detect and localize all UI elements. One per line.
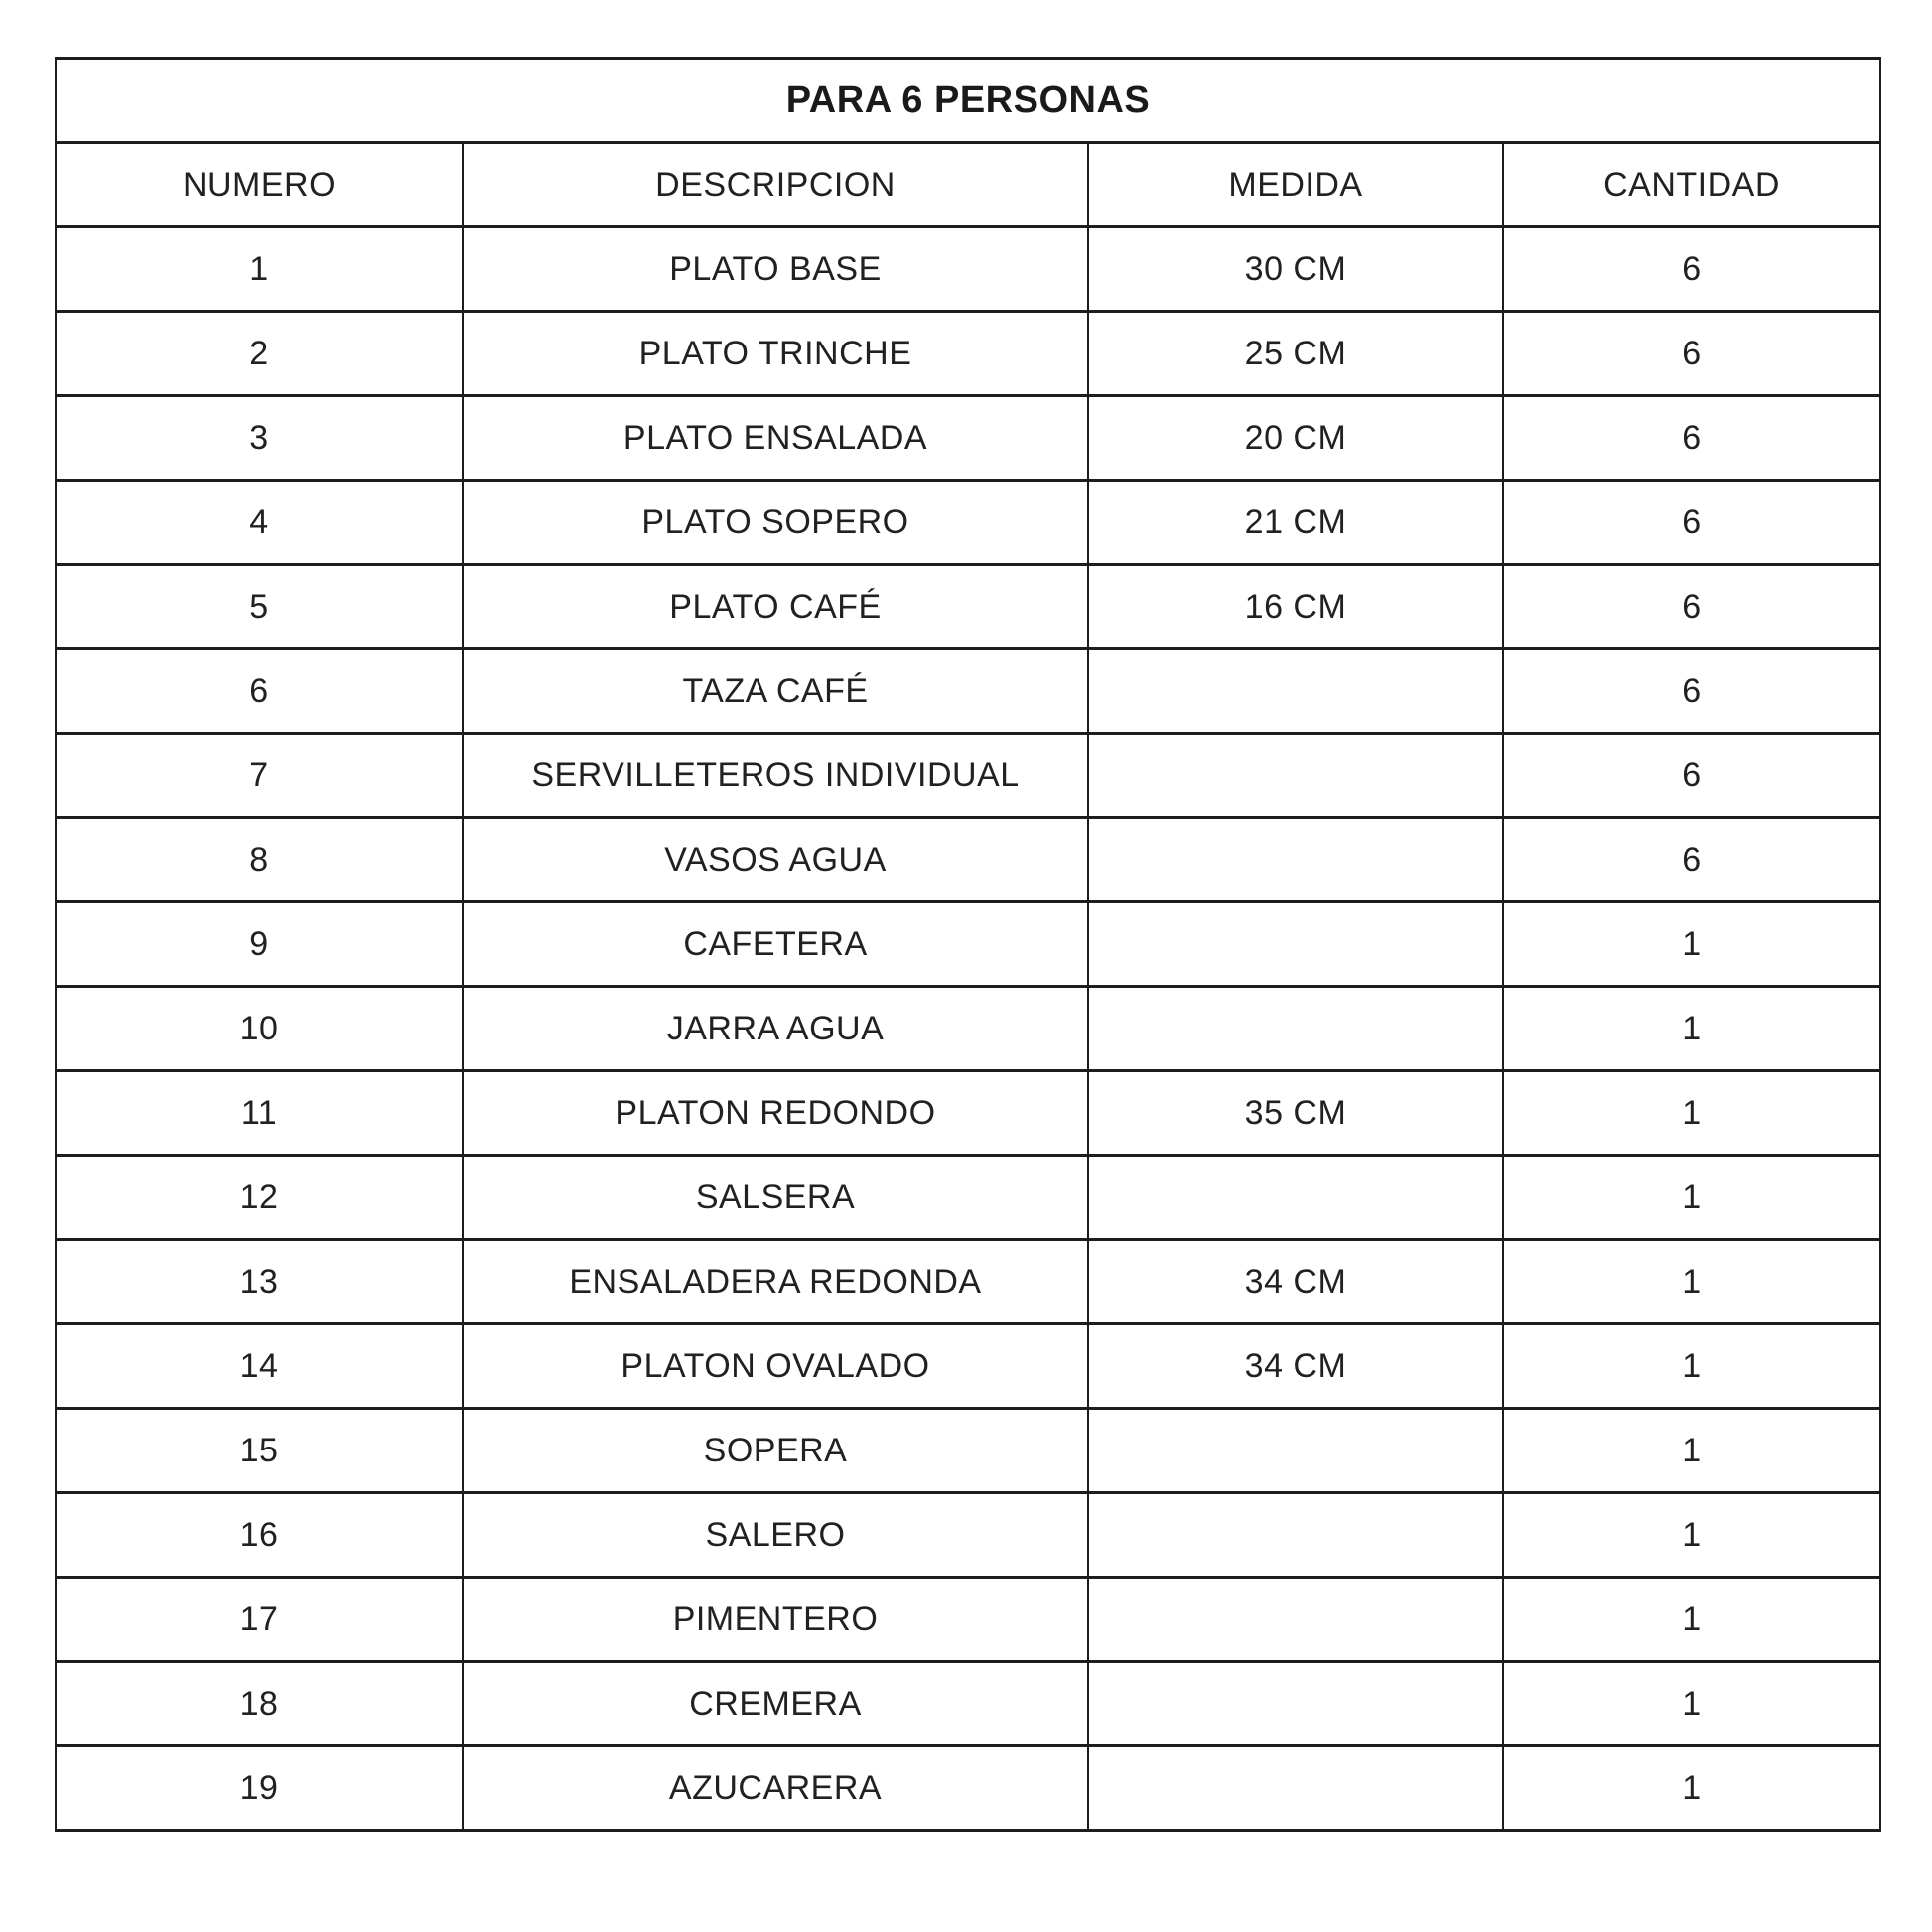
cell-descripcion: SALSERA: [463, 1156, 1088, 1240]
cell-descripcion: PLATO BASE: [463, 227, 1088, 312]
table-row: [56, 1071, 1880, 1156]
cell-descripcion: SERVILLETEROS INDIVIDUAL: [463, 734, 1088, 818]
cell-descripcion: PLATO SOPERO: [463, 481, 1088, 565]
cell-medida: [1088, 987, 1503, 1071]
cell-medida: 16 CM: [1088, 565, 1503, 649]
cell-cantidad: 1: [1503, 1578, 1880, 1662]
cell-cantidad: 6: [1503, 818, 1880, 902]
cell-numero: 7: [56, 734, 463, 818]
cell-numero: 14: [56, 1324, 463, 1409]
cell-cantidad: 6: [1503, 649, 1880, 734]
table-row: [56, 227, 1880, 312]
table-row: [56, 1240, 1880, 1324]
cell-medida: 30 CM: [1088, 227, 1503, 312]
table-title-row: [56, 59, 1880, 143]
cell-medida: 34 CM: [1088, 1240, 1503, 1324]
cell-descripcion: PLATO TRINCHE: [463, 312, 1088, 396]
cell-medida: [1088, 818, 1503, 902]
table-row: [56, 565, 1880, 649]
cell-medida: [1088, 734, 1503, 818]
cell-numero: 17: [56, 1578, 463, 1662]
table-row: [56, 312, 1880, 396]
table-row: [56, 649, 1880, 734]
cell-cantidad: 1: [1503, 987, 1880, 1071]
cell-medida: 21 CM: [1088, 481, 1503, 565]
cell-descripcion: CREMERA: [463, 1662, 1088, 1746]
cell-numero: 13: [56, 1240, 463, 1324]
cell-numero: 8: [56, 818, 463, 902]
cell-descripcion: AZUCARERA: [463, 1746, 1088, 1831]
cell-descripcion: PLATON OVALADO: [463, 1324, 1088, 1409]
tableware-inventory-table: [55, 57, 1881, 1832]
table-row: [56, 987, 1880, 1071]
cell-cantidad: 1: [1503, 1493, 1880, 1578]
cell-descripcion: SOPERA: [463, 1409, 1088, 1493]
cell-numero: 11: [56, 1071, 463, 1156]
table-row: [56, 1409, 1880, 1493]
table-row: [56, 902, 1880, 987]
cell-medida: [1088, 1662, 1503, 1746]
cell-cantidad: 1: [1503, 1409, 1880, 1493]
cell-medida: [1088, 902, 1503, 987]
cell-numero: 2: [56, 312, 463, 396]
table-row: [56, 396, 1880, 481]
cell-descripcion: PIMENTERO: [463, 1578, 1088, 1662]
cell-medida: [1088, 1578, 1503, 1662]
cell-descripcion: PLATO CAFÉ: [463, 565, 1088, 649]
cell-medida: 34 CM: [1088, 1324, 1503, 1409]
cell-medida: [1088, 1409, 1503, 1493]
cell-numero: 5: [56, 565, 463, 649]
cell-medida: [1088, 1493, 1503, 1578]
table-row: [56, 481, 1880, 565]
cell-descripcion: ENSALADERA REDONDA: [463, 1240, 1088, 1324]
cell-medida: 35 CM: [1088, 1071, 1503, 1156]
cell-numero: 12: [56, 1156, 463, 1240]
table-row: [56, 1493, 1880, 1578]
cell-numero: 6: [56, 649, 463, 734]
cell-medida: [1088, 649, 1503, 734]
cell-cantidad: 6: [1503, 481, 1880, 565]
cell-numero: 18: [56, 1662, 463, 1746]
table-title: PARA 6 PERSONAS: [56, 59, 1880, 143]
cell-cantidad: 1: [1503, 1071, 1880, 1156]
cell-cantidad: 1: [1503, 1746, 1880, 1831]
cell-numero: 10: [56, 987, 463, 1071]
cell-medida: 25 CM: [1088, 312, 1503, 396]
cell-cantidad: 6: [1503, 312, 1880, 396]
cell-cantidad: 1: [1503, 902, 1880, 987]
column-header-numero: NUMERO: [56, 143, 463, 227]
cell-numero: 1: [56, 227, 463, 312]
cell-cantidad: 1: [1503, 1662, 1880, 1746]
cell-numero: 15: [56, 1409, 463, 1493]
column-header-medida: MEDIDA: [1088, 143, 1503, 227]
cell-descripcion: JARRA AGUA: [463, 987, 1088, 1071]
cell-numero: 19: [56, 1746, 463, 1831]
table-header-row: [56, 143, 1880, 227]
cell-numero: 3: [56, 396, 463, 481]
cell-cantidad: 6: [1503, 734, 1880, 818]
table-row: [56, 1156, 1880, 1240]
cell-medida: 20 CM: [1088, 396, 1503, 481]
cell-medida: [1088, 1746, 1503, 1831]
cell-cantidad: 1: [1503, 1324, 1880, 1409]
table-row: [56, 734, 1880, 818]
cell-numero: 9: [56, 902, 463, 987]
cell-cantidad: 1: [1503, 1240, 1880, 1324]
cell-cantidad: 6: [1503, 227, 1880, 312]
column-header-descripcion: DESCRIPCION: [463, 143, 1088, 227]
cell-descripcion: SALERO: [463, 1493, 1088, 1578]
cell-descripcion: PLATON REDONDO: [463, 1071, 1088, 1156]
table-row: [56, 1578, 1880, 1662]
cell-descripcion: TAZA CAFÉ: [463, 649, 1088, 734]
cell-numero: 16: [56, 1493, 463, 1578]
cell-numero: 4: [56, 481, 463, 565]
cell-cantidad: 1: [1503, 1156, 1880, 1240]
column-header-cantidad: CANTIDAD: [1503, 143, 1880, 227]
table-row: [56, 1324, 1880, 1409]
table-row: [56, 1746, 1880, 1831]
cell-descripcion: PLATO ENSALADA: [463, 396, 1088, 481]
cell-descripcion: VASOS AGUA: [463, 818, 1088, 902]
table-row: [56, 818, 1880, 902]
cell-cantidad: 6: [1503, 565, 1880, 649]
cell-cantidad: 6: [1503, 396, 1880, 481]
cell-medida: [1088, 1156, 1503, 1240]
cell-descripcion: CAFETERA: [463, 902, 1088, 987]
table-row: [56, 1662, 1880, 1746]
